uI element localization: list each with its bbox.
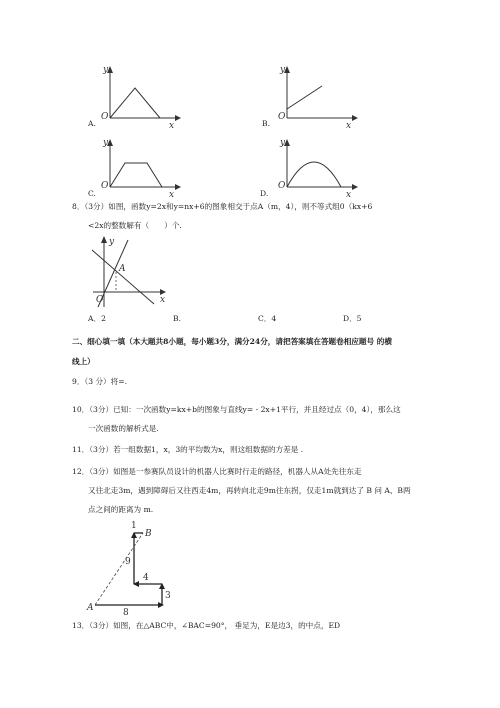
- q13-text: 13．（3分）如图，在△ABC中，∠BAC=90°， 垂足为，E是边3，的中点，ED: [72, 621, 341, 630]
- graph-curve: [110, 88, 160, 118]
- graph-a: [85, 62, 180, 131]
- graph-d: [262, 135, 357, 200]
- option-d-label: D.: [260, 189, 269, 198]
- origin-label: O: [101, 112, 109, 122]
- q9-text: 9．（3 分）将=.: [72, 377, 128, 386]
- x-label: x: [346, 121, 352, 131]
- y-label: y: [109, 237, 115, 247]
- distance-3-label: 3: [165, 591, 171, 601]
- q11-text: 11．（3分）若一组数据1，x，3的平均数为x，则这组数据的方差是 .: [72, 445, 304, 454]
- x-axis-arrow: [175, 184, 181, 190]
- dashed-ab-segment: [95, 533, 143, 605]
- point-b-label: B: [145, 529, 152, 539]
- origin-label: O: [101, 181, 109, 191]
- graph-curve: [287, 162, 341, 187]
- graph-c: [85, 135, 180, 200]
- option-b-label: B.: [262, 119, 270, 128]
- graph-curve: [287, 86, 322, 109]
- y-label: y: [103, 138, 109, 148]
- option-a-label: A.: [88, 119, 96, 128]
- section2-heading-line1: 二、细心填一填（本大题共8小题，每小题3分，满分24分，请把答案填在答题卷相应题号 的横: [72, 337, 392, 346]
- distance-4-label: 4: [143, 573, 149, 583]
- origin-label: O: [278, 112, 286, 122]
- y-label: y: [103, 65, 109, 75]
- q12-path-figure: [85, 518, 175, 618]
- q12-line1: 12．（3分）如图是一参赛队员设计的机器人比赛时行走的路径，机器人从A处先往东走: [72, 467, 362, 476]
- x-label: x: [169, 190, 175, 200]
- x-label: x: [160, 295, 166, 305]
- q8-line2: <2x的整数解有（ ）个.: [88, 221, 182, 230]
- q12-line3: 点之间的距离为 m.: [88, 505, 154, 514]
- x-axis-arrow: [175, 115, 181, 121]
- point-a-label: A: [119, 264, 126, 274]
- q8-line1: 8．（3分）如图，函数y=2x和y=nx+6的图象相交于点A（m，4），则不等式组0（kx+6: [72, 202, 373, 211]
- origin-label: O: [278, 181, 286, 191]
- q8-figure: [88, 232, 178, 312]
- x-label: x: [346, 190, 352, 200]
- option-c-label: C.: [88, 189, 96, 198]
- y-label: y: [280, 138, 286, 148]
- q12-line2: 又往北走3m，遇到障碍后又往西走4m，再转向北走9m往东拐，仅走1m就到达了 B 问 A、B两: [88, 486, 411, 495]
- q8-choice-c: C．4: [258, 314, 277, 323]
- x-label: x: [169, 121, 175, 131]
- origin-label: O: [96, 295, 104, 305]
- graph-curve: [110, 163, 162, 187]
- section2-heading-line2: 线上）: [72, 357, 95, 366]
- q8-choice-b: B.: [173, 314, 181, 323]
- distance-9-label: 9: [125, 557, 131, 567]
- q10-line1: 10．（3分）已知：一次函数y=kx+b的图象与直线y= - 2x+1平行，并且经过点（0，4），那么这: [72, 405, 401, 414]
- arrow-east: [158, 602, 164, 608]
- q8-choice-d: D．5: [343, 314, 362, 323]
- distance-8-label: 8: [123, 608, 129, 618]
- q10-line2: 一次函数的解析式是.: [88, 424, 159, 433]
- y-label: y: [280, 65, 286, 75]
- x-axis-arrow: [352, 115, 358, 121]
- y-axis-arrow: [101, 236, 107, 243]
- graph-b: [262, 62, 357, 131]
- distance-1-label: 1: [131, 521, 137, 531]
- point-a-label: A: [87, 603, 94, 613]
- q8-choice-a: A．2: [88, 314, 106, 323]
- x-axis-arrow: [352, 184, 358, 190]
